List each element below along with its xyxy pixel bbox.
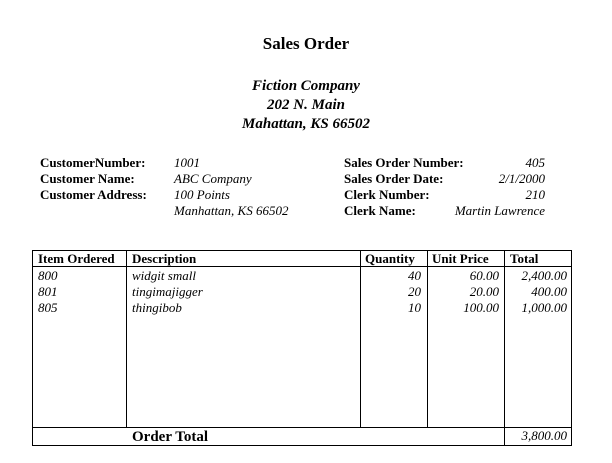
clerk-number-label: Clerk Number: [344,187,430,202]
item-description: tingimajigger [132,284,203,299]
footer-divider [33,427,571,428]
item-number: 805 [38,300,58,315]
order-number-label: Sales Order Number: [344,155,464,170]
item-quantity: 10 [408,300,421,315]
customer-number-label: CustomerNumber: [40,155,146,170]
item-number: 801 [38,284,58,299]
header-description: Description [132,251,197,266]
clerk-name: Martin Lawrence [454,203,545,218]
header-total: Total [510,251,539,266]
company-block [0,77,612,134]
item-unit-price: 60.00 [469,268,499,283]
column-divider [427,251,428,428]
item-quantity: 20 [408,284,421,299]
item-number: 800 [38,268,58,283]
order-items-table [32,250,572,446]
company-city: Mahattan, KS 66502 [242,116,370,132]
order-number: 405 [525,155,545,170]
item-total: 400.00 [531,284,567,299]
customer-address-line2: Manhattan, KS 66502 [174,203,289,218]
customer-address-label: Customer Address: [40,187,147,202]
order-date: 2/1/2000 [498,171,545,186]
header-item-ordered: Item Ordered [38,251,115,266]
order-total-value: 3,800.00 [521,428,567,443]
item-unit-price: 100.00 [463,300,499,315]
item-quantity: 40 [408,268,421,283]
column-divider [126,251,127,428]
customer-name: ABC Company [174,171,252,186]
header-quantity: Quantity [365,251,415,266]
company-name: Fiction Company [252,78,360,94]
column-divider [360,251,361,428]
item-unit-price: 20.00 [469,284,499,299]
customer-name-label: Customer Name: [40,171,135,186]
item-total: 1,000.00 [521,300,567,315]
item-total: 2,400.00 [521,268,567,283]
item-description: widgit small [132,268,196,283]
column-divider [504,251,505,445]
clerk-name-label: Clerk Name: [344,203,416,218]
item-description: thingibob [132,300,182,315]
order-total-label: Order Total [132,429,208,445]
header-unit-price: Unit Price [432,251,489,266]
clerk-number: 210 [525,187,545,202]
document-title: Sales Order [262,34,350,53]
order-date-label: Sales Order Date: [344,171,444,186]
company-street: 202 N. Main [267,97,345,113]
customer-address-line1: 100 Points [174,187,230,202]
customer-number: 1001 [174,155,200,170]
